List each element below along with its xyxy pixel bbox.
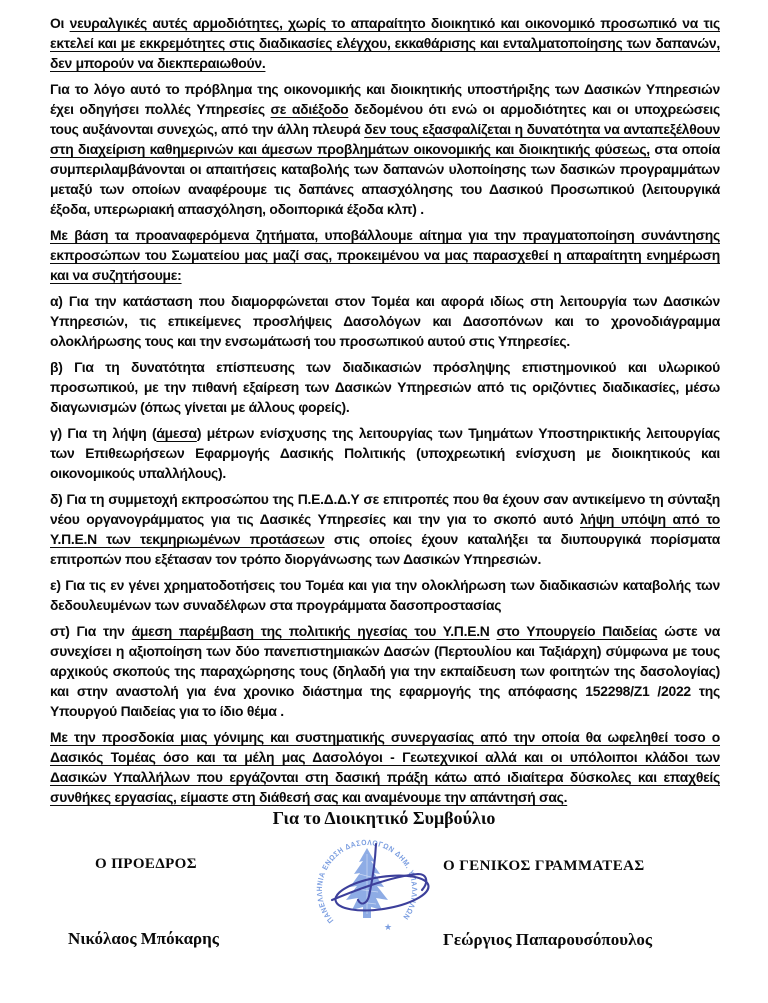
text-run: γ) Για τη λήψη ( (50, 425, 157, 441)
underlined-text-run: δεν τους εξασφαλίζεται η δυνατότητα να ανταπεξέλθουν στη διαχείριση καθημερινών και άμεσων προβλημάτων οικονομικής και διοικητικής φύσεως, (50, 121, 720, 157)
body-paragraph (50, 423, 720, 483)
text-run: ώστε να συνεχίσει η αξιοποίηση των δύο πανεπιστημιακών Δασών (Περτουλίου και Ταξιάρχη) σύμφωνα με τους αρχικούς σκοπούς της παραχώρησης τους (δηλαδή για την εκπαίδευση των φοιτητών της δασολογίας) και στην αναστολή για ένα χρονικο διάστημα της εφαρμογής της απόφασης 152298/Ζ1 /2022 της Υπουργού Παιδείας για το ίδιο θέμα . (50, 623, 720, 719)
body-paragraph (50, 79, 720, 219)
body-paragraph (50, 291, 720, 351)
text-run (490, 623, 497, 639)
letter-body (50, 13, 720, 813)
text-run: δ) Για τη συμμετοχή εκπροσώπου της Π.Ε.Δ.Δ.Υ σε επιτροπές που θα έχουν σαν αντικείμενο τη σύνταξη νέου οργανογράμματος για τις Δασικές Υπηρεσίες και την για το σκοπό αυτό (50, 491, 720, 527)
underlined-text-run: σε αδιέξοδο (270, 101, 349, 117)
text-run: Οι (50, 15, 70, 31)
committee-heading: Για το Διοικητικό Συμβούλιο (272, 808, 496, 828)
body-paragraph (50, 357, 720, 417)
body-paragraph (50, 575, 720, 615)
body-paragraph (50, 621, 720, 721)
body-paragraph (50, 13, 720, 73)
body-paragraph (50, 489, 720, 569)
text-run: ε) Για τις εν γένει χρηματοδοτήσεις του Τομέα και για την ολοκλήρωση των διαδικασιών καταβολής των δεδουλευμένων των συναδέλφων στα προγράμματα δασοπροστασίας (50, 577, 720, 613)
organization-stamp (296, 834, 444, 962)
text-run: στις οποίες έχουν καταλήξει τα διυπουργικά πορίσματα επιτροπών που εξέτασαν τον τρόπο διοργάνωσης των Δασικών Υπηρεσιών. (50, 531, 720, 567)
text-run: Για το λόγο αυτό το πρόβλημα της οικονομικής και διοικητικής υποστήριξης των Δασικών Υπηρεσιών έχει οδηγήσει πολλές Υπηρεσίες (50, 81, 720, 117)
underlined-text-run: άμεση παρέμβαση της πολιτικής ηγεσίας του Υ.Π.Ε.Ν (131, 623, 490, 639)
president-title: Ο ΠΡΟΕΔΡΟΣ (95, 856, 197, 872)
stamp-star-icon: ★ (383, 922, 393, 932)
text-run: ) μέτρων ενίσχυσης της λειτουργίας των Τμημάτων Υποστηρικτικής λειτουργίας των Επιθεωρήσεων Εφαρμογής Δασικής Πολιτικής (υποχρεωτική ενίσχυση με διοικητικούς και οικονομικούς υπαλλήλους). (50, 425, 720, 481)
president-name: Νικόλαος Μπόκαρης (68, 929, 219, 948)
underlined-text-run: νευραλγικές αυτές αρμοδιότητες, χωρίς το απαραίτητο διοικητικό και οικονομικό προσωπικό να τις εκτελεί και με εκκρεμότητες στις διαδικασίες ελέγχου, εκκαθάρισης και ενταλματοποίησης των δαπανών, δεν μπορούν να διεκπεραιωθούν. (50, 15, 720, 71)
text-run: δεδομένου ότι ενώ οι αρμοδιότητες και οι υποχρεώσεις τους αυξάνονται συνεχώς, από την άλλη πλευρά (50, 101, 720, 137)
text-run: β) Για τη δυνατότητα επίσπευσης των διαδικασιών πρόσληψης επιστημονικού και υλωρικού προσωπικού, με την πιθανή εξαίρεση των Δασικών Υπηρεσιών από τις οριζόντιες διαδικασίες, μέσω διαγωνισμών (όπως γίνεται με άλλους φορείς). (50, 359, 720, 415)
body-paragraph (50, 225, 720, 285)
secretary-name: Γεώργιος Παπαρουσόπουλος (443, 930, 653, 949)
text-run: στα οποία συμπεριλαμβάνονται οι απαιτήσεις καταβολής των δαπανών υλοποίησης των δασικών προγραμμάτων μεταξύ των οποίων αναφέρουμε τις δαπάνες απασχόλησης του Δασικού Προσωπικού (λειτουργικά έξοδα, υπερωριακή απασχόληση, οδοιπορικά έξοδα κλπ) . (50, 141, 720, 217)
text-run: α) Για την κατάσταση που διαμορφώνεται στον Τομέα και αφορά ιδίως στη λειτουργία των Δασικών Υπηρεσιών, τις επικείμενες προσλήψεις Δασολόγων και Δασοπόνων και το χρονοδιάγραμμα ολοκλήρωσης τους και την ενσωμάτωσή του προσωπικού αυτού στις Υπηρεσίες. (50, 293, 720, 349)
body-paragraph (50, 727, 720, 807)
secretary-title: Ο ΓΕΝΙΚΟΣ ΓΡΑΜΜΑΤΕΑΣ (443, 858, 645, 874)
underlined-text-run: άμεσα (156, 425, 197, 441)
underlined-text-run: Με την προσδοκία μιας γόνιμης και συστηματικής συνεργασίας από την οποία θα ωφεληθεί τοσο ο Δασικός Τομέας όσο και τα μέλη μας Δασολόγοι - Γεωτεχνικοί αλλά και οι υπόλοιποι κλάδοι των Δασικών Υπαλλήλων που εργάζονται στη δασική πράξη κάτω από ιδιαίτερα δύσκολες και επαχθείς συνθήκες εργασίας, είμαστε στη διάθεσή σας και αναμένουμε την απάντησή σας. (50, 729, 720, 805)
text-run: στ) Για την (50, 623, 132, 639)
underlined-text-run: στο Υπουργείο Παιδείας (496, 623, 658, 639)
underlined-text-run: λήψη υπόψη από το Υ.Π.Ε.Ν των τεκμηριωμένων προτάσεων (50, 511, 720, 547)
underlined-text-run: Με βάση τα προαναφερόμενα ζητήματα, υποβάλλουμε αίτημα για την πραγματοποίηση συνάντησης εκπροσώπων του Σωματείου μας μαζί σας, προκειμένου να μας παρασχεθεί η απαραίτητη ενημέρωση και να συζητήσουμε: (50, 227, 720, 283)
stamp-graphic (296, 834, 444, 962)
stamp-circular-text: ΠΑΝΕΛΛΗΝΙΑ ΕΝΩΣΗ ΔΑΣΟΛΟΓΩΝ ΔΗΜ. ΥΠΑΛΛΗΛΩΝ (314, 837, 420, 925)
